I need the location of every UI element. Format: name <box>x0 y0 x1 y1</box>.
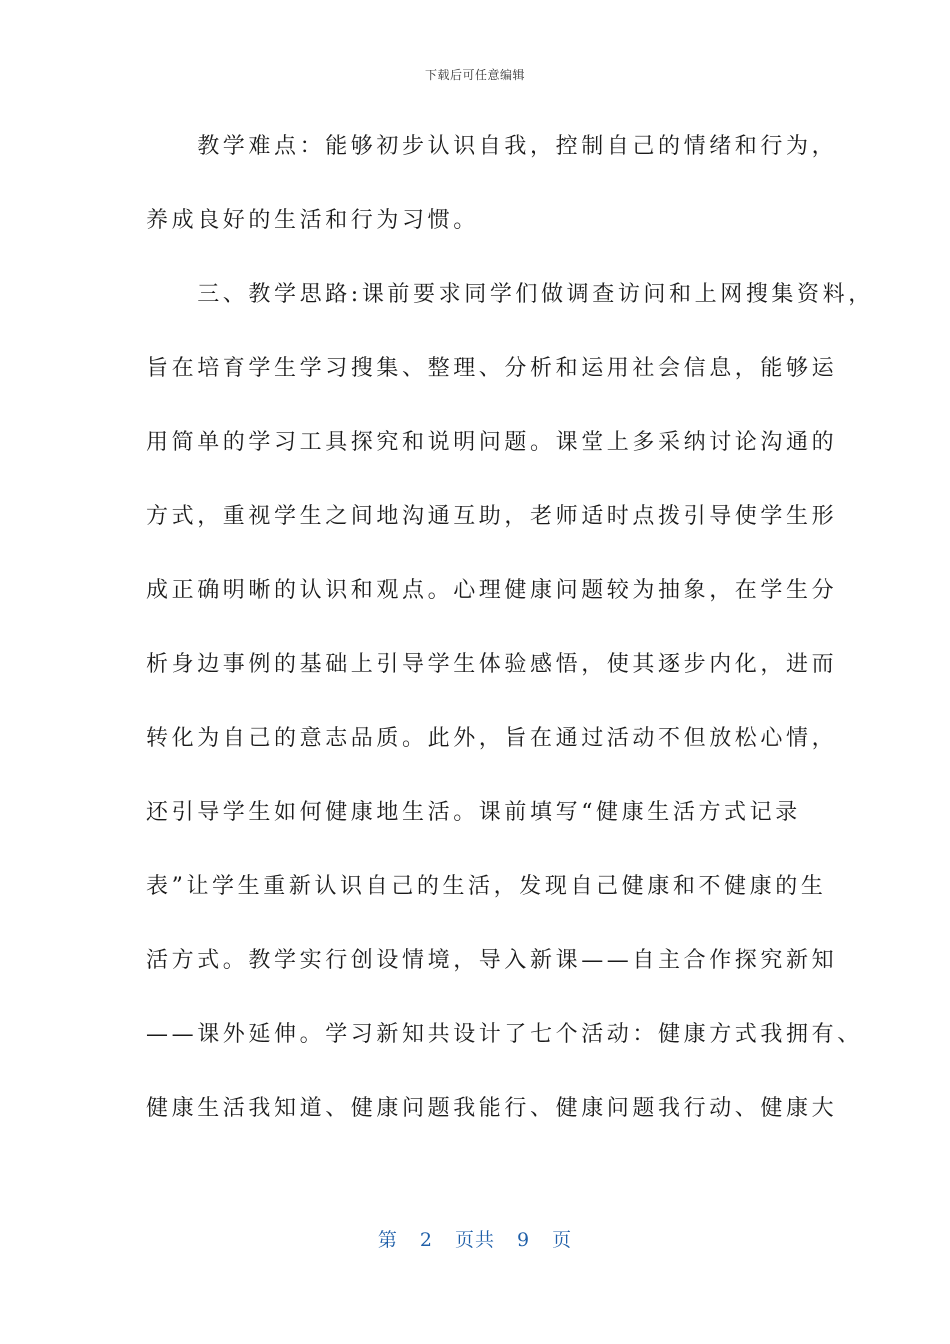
text-line: 旨在培育学生学习搜集、整理、分析和运用社会信息，能够运 <box>146 356 838 381</box>
document-body <box>146 128 874 1164</box>
page-header: 下载后可任意编辑 <box>424 68 525 82</box>
footer-total-pages: 9 <box>517 1229 531 1251</box>
text-line: 析身边事例的基础上引导学生体验感悟，使其逐步内化，进而 <box>146 652 838 677</box>
footer-middle: 页共 <box>454 1229 495 1251</box>
text-line: 三、教学思路:课前要求同学们做调查访问和上网搜集资料， <box>146 282 874 307</box>
footer-current-page: 2 <box>419 1229 433 1251</box>
text-line: 健康生活我知道、健康问题我能行、健康问题我行动、健康大 <box>146 1096 838 1121</box>
text-line: 转化为自己的意志品质。此外，旨在通过活动不但放松心情， <box>146 726 838 751</box>
text-line: 活方式。教学实行创设情境，导入新课——自主合作探究新知 <box>146 948 838 973</box>
text-line: 用简单的学习工具探究和说明问题。课堂上多采纳讨论沟通的 <box>146 430 838 455</box>
footer-prefix: 第 <box>377 1229 398 1251</box>
footer-suffix: 页 <box>552 1229 573 1251</box>
text-line: 还引导学生如何健康地生活。课前填写“健康生活方式记录 <box>146 800 801 825</box>
text-line: 成正确明晰的认识和观点。心理健康问题较为抽象，在学生分 <box>146 578 838 603</box>
text-line: ——课外延伸。学习新知共设计了七个活动：健康方式我拥有、 <box>146 1022 863 1047</box>
text-line: 养成良好的生活和行为习惯。 <box>146 208 479 233</box>
page-footer <box>0 1225 950 1252</box>
text-line: 表”让学生重新认识自己的生活，发现自己健康和不健康的生 <box>146 874 827 899</box>
text-line: 教学难点：能够初步认识自我，控制自己的情绪和行为， <box>146 134 838 159</box>
text-line: 方式，重视学生之间地沟通互助，老师适时点拨引导使学生形 <box>146 504 838 529</box>
